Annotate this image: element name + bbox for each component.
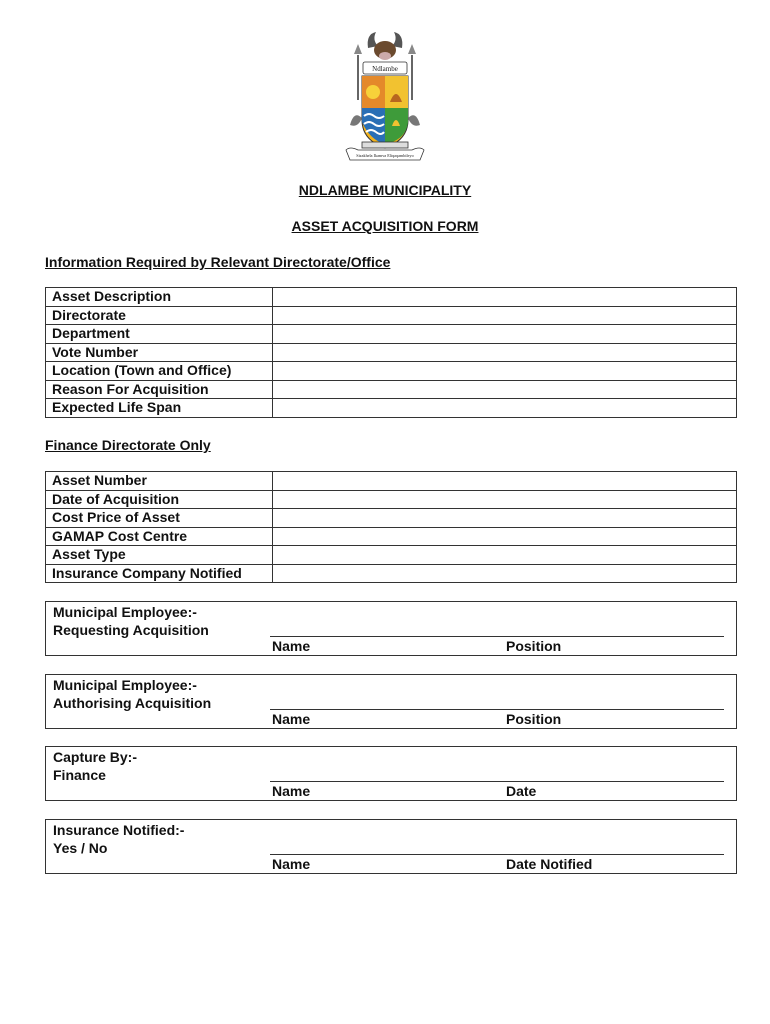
signature-label-line1: Municipal Employee:-: [53, 677, 197, 693]
signature-block-requesting: [45, 601, 737, 656]
date-of-acquisition-field[interactable]: [273, 490, 737, 509]
field-label: Department: [46, 325, 273, 344]
table-row: [46, 546, 737, 565]
field-label: Asset Type: [46, 546, 273, 565]
finance-info-table: [45, 471, 737, 583]
signature-block-capture: [45, 746, 737, 801]
signature-line[interactable]: [270, 636, 724, 637]
name-caption: Name: [272, 856, 311, 872]
vote-number-field[interactable]: [273, 343, 737, 362]
directorate-field[interactable]: [273, 306, 737, 325]
field-label: Asset Description: [46, 288, 273, 307]
field-label: Expected Life Span: [46, 399, 273, 418]
table-row: [46, 325, 737, 344]
table-row: [46, 490, 737, 509]
form-title: ASSET ACQUISITION FORM: [291, 218, 479, 234]
crest-motto-text: Sizakhela Ikamva Eliqaqambileyo: [356, 153, 414, 158]
signature-block-authorising: [45, 674, 737, 729]
table-row: [46, 399, 737, 418]
signature-label-line1: Capture By:-: [53, 749, 138, 765]
field-label: Insurance Company Notified: [46, 564, 273, 583]
table-row: [46, 564, 737, 583]
section-heading-directorate: Information Required by Relevant Directorate/Office: [45, 254, 391, 270]
table-row: [46, 509, 737, 528]
signature-label: [53, 603, 209, 639]
signature-label: [53, 821, 184, 857]
section-heading-finance: Finance Directorate Only: [45, 437, 211, 453]
field-label: Location (Town and Office): [46, 362, 273, 381]
insurance-company-notified-field[interactable]: [273, 564, 737, 583]
position-caption: Position: [506, 638, 562, 654]
signature-label-line1: Insurance Notified:-: [53, 822, 185, 838]
signature-label: [53, 676, 211, 712]
name-caption: Name: [272, 783, 311, 799]
expected-life-span-field[interactable]: [273, 399, 737, 418]
date-notified-caption: Date Notified: [506, 856, 593, 872]
gamap-cost-centre-field[interactable]: [273, 527, 737, 546]
table-row: [46, 362, 737, 381]
signature-line[interactable]: [270, 781, 724, 782]
table-row: [46, 306, 737, 325]
signature-label-line2: Requesting Acquisition: [53, 622, 209, 638]
date-caption: Date: [506, 783, 537, 799]
table-row: [46, 472, 737, 491]
reason-for-acquisition-field[interactable]: [273, 380, 737, 399]
coat-of-arms-logo: [340, 30, 430, 165]
asset-number-field[interactable]: [273, 472, 737, 491]
table-row: [46, 527, 737, 546]
asset-type-field[interactable]: [273, 546, 737, 565]
name-caption: Name: [272, 711, 311, 727]
field-label: Vote Number: [46, 343, 273, 362]
crest-banner-text: Ndlambe: [372, 65, 398, 73]
asset-description-field[interactable]: [273, 288, 737, 307]
signature-block-insurance: [45, 819, 737, 874]
signature-label: [53, 748, 137, 784]
table-row: [46, 380, 737, 399]
name-caption: Name: [272, 638, 311, 654]
signature-line[interactable]: [270, 854, 724, 855]
field-label: GAMAP Cost Centre: [46, 527, 273, 546]
signature-label-line1: Municipal Employee:-: [53, 604, 197, 620]
signature-label-line2: Authorising Acquisition: [53, 695, 212, 711]
signature-line[interactable]: [270, 709, 724, 710]
field-label: Asset Number: [46, 472, 273, 491]
position-caption: Position: [506, 711, 562, 727]
location-field[interactable]: [273, 362, 737, 381]
directorate-info-table: [45, 287, 737, 418]
table-row: [46, 343, 737, 362]
signature-label-line2: Finance: [53, 767, 106, 783]
field-label: Date of Acquisition: [46, 490, 273, 509]
table-row: [46, 288, 737, 307]
field-label: Directorate: [46, 306, 273, 325]
cost-price-field[interactable]: [273, 509, 737, 528]
field-label: Cost Price of Asset: [46, 509, 273, 528]
signature-label-line2: Yes / No: [53, 840, 108, 856]
field-label: Reason For Acquisition: [46, 380, 273, 399]
municipality-title: NDLAMBE MUNICIPALITY: [298, 182, 472, 198]
department-field[interactable]: [273, 325, 737, 344]
